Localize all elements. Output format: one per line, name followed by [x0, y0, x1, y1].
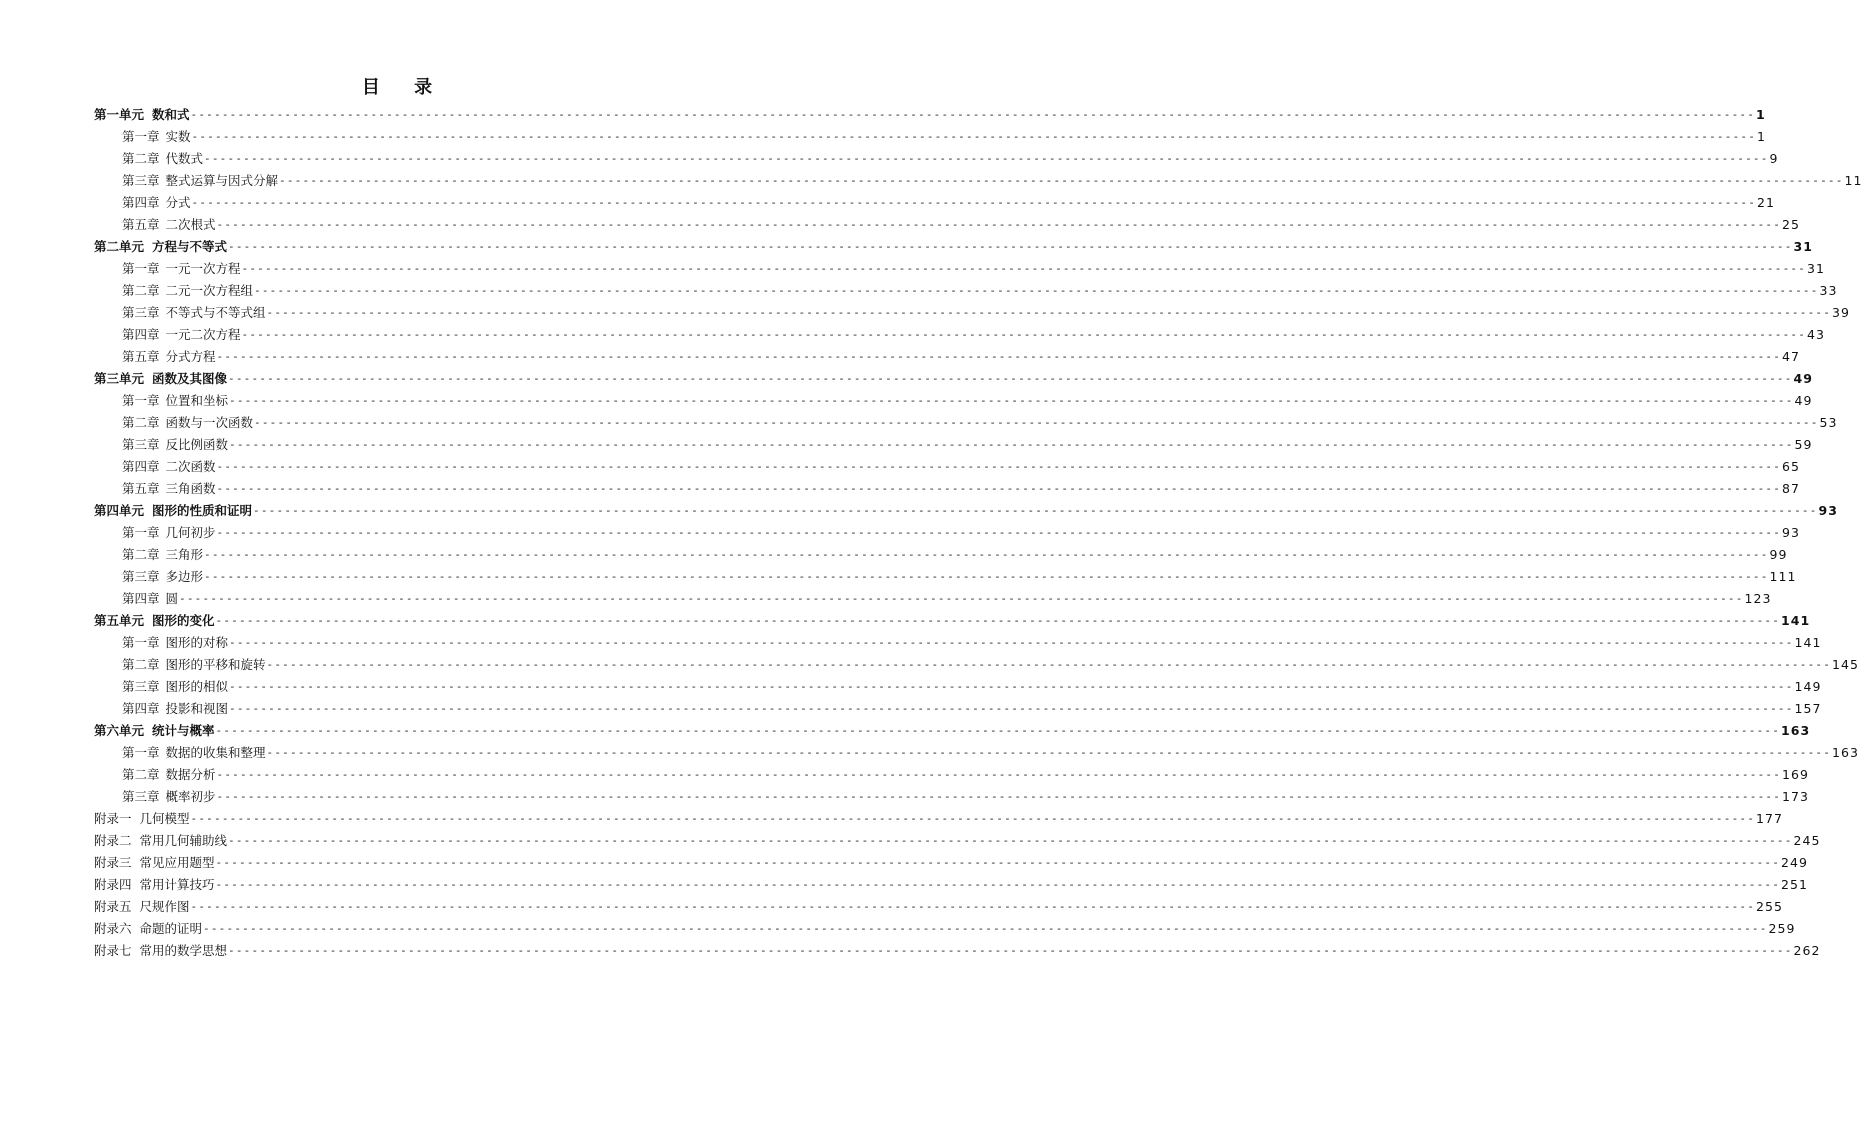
toc-dot-leader: -------------------------------------------------------------------------------------------------------------------------------------------------------------------------------------------------------- — [253, 504, 1818, 517]
toc-entry-title: 数据的收集和整理 — [165, 745, 266, 760]
toc-entry-label — [122, 481, 216, 497]
toc-page-number: 93 — [1782, 525, 1800, 540]
toc-page-number: 1 — [1757, 129, 1766, 144]
toc-entry-label — [122, 415, 253, 431]
toc-entry-title: 分式 — [165, 195, 191, 210]
toc-entry-prefix: 第四章 — [122, 327, 160, 342]
toc-dot-leader: -------------------------------------------------------------------------------------------------------------------------------------------------------------------------------------------------------- — [216, 350, 1782, 363]
toc-dot-leader: -------------------------------------------------------------------------------------------------------------------------------------------------------------------------------------------------------- — [215, 878, 1781, 891]
toc-dot-leader: -------------------------------------------------------------------------------------------------------------------------------------------------------------------------------------------------------- — [190, 812, 1756, 825]
toc-entry-prefix: 第一章 — [122, 635, 160, 650]
toc-entry-prefix: 第四章 — [122, 459, 160, 474]
table-of-contents — [94, 101, 1862, 959]
toc-entry-label — [94, 503, 252, 519]
toc-entry-title: 命题的证明 — [139, 921, 203, 936]
toc-entry-chapter[interactable] — [94, 343, 1800, 365]
toc-dot-leader: -------------------------------------------------------------------------------------------------------------------------------------------------------------------------------------------------------- — [241, 328, 1807, 341]
toc-entry-title: 位置和坐标 — [165, 393, 229, 408]
toc-entry-title: 实数 — [165, 129, 191, 144]
toc-entry-title: 常见应用题型 — [139, 855, 215, 870]
toc-entry-prefix: 第三章 — [122, 305, 160, 320]
toc-entry-chapter[interactable] — [94, 783, 1809, 805]
toc-dot-leader: -------------------------------------------------------------------------------------------------------------------------------------------------------------------------------------------------------- — [228, 372, 1793, 385]
toc-entry-prefix: 附录一 — [94, 811, 132, 826]
toc-entry-chapter[interactable] — [94, 673, 1822, 695]
toc-page-number: 251 — [1781, 877, 1808, 892]
toc-entry-chapter[interactable] — [94, 255, 1825, 277]
toc-page-number: 163 — [1832, 745, 1859, 760]
toc-entry-prefix: 第二章 — [122, 283, 160, 298]
toc-entry-prefix: 附录三 — [94, 855, 132, 870]
toc-entry-chapter[interactable] — [94, 299, 1850, 321]
toc-entry-chapter[interactable] — [94, 695, 1822, 717]
toc-entry-label — [122, 195, 191, 211]
toc-dot-leader: -------------------------------------------------------------------------------------------------------------------------------------------------------------------------------------------------------- — [204, 152, 1769, 165]
toc-page-number: 31 — [1807, 261, 1825, 276]
toc-dot-leader: -------------------------------------------------------------------------------------------------------------------------------------------------------------------------------------------------------- — [204, 570, 1769, 583]
toc-entry-title: 常用的数学思想 — [139, 943, 228, 958]
toc-dot-leader: -------------------------------------------------------------------------------------------------------------------------------------------------------------------------------------------------------- — [215, 724, 1781, 737]
toc-entry-title: 方程与不等式 — [152, 239, 228, 254]
toc-entry-prefix: 第一章 — [122, 525, 160, 540]
toc-page-number: 11 — [1844, 173, 1862, 188]
toc-entry-title: 二元一次方程组 — [165, 283, 254, 298]
toc-page-number: 21 — [1757, 195, 1775, 210]
toc-page-number: 259 — [1768, 921, 1796, 936]
toc-dot-leader: -------------------------------------------------------------------------------------------------------------------------------------------------------------------------------------------------------- — [266, 306, 1832, 319]
toc-dot-leader: -------------------------------------------------------------------------------------------------------------------------------------------------------------------------------------------------------- — [203, 922, 1768, 935]
toc-entry-label — [94, 833, 227, 849]
toc-dot-leader: -------------------------------------------------------------------------------------------------------------------------------------------------------------------------------------------------------- — [229, 680, 1794, 693]
toc-page-number: 59 — [1794, 437, 1813, 452]
toc-entry-unit[interactable] — [94, 233, 1813, 255]
toc-entry-label — [122, 547, 203, 563]
toc-entry-label — [122, 701, 228, 717]
toc-page-number: 141 — [1781, 613, 1811, 628]
toc-dot-leader: -------------------------------------------------------------------------------------------------------------------------------------------------------------------------------------------------------- — [228, 240, 1793, 253]
toc-entry-label — [122, 591, 178, 607]
toc-dot-leader: -------------------------------------------------------------------------------------------------------------------------------------------------------------------------------------------------------- — [216, 526, 1782, 539]
toc-entry-prefix: 附录二 — [94, 833, 132, 848]
toc-entry-title: 代数式 — [165, 151, 204, 166]
toc-entry-label — [122, 657, 266, 673]
toc-entry-label — [122, 283, 253, 299]
toc-entry-title: 数和式 — [152, 107, 190, 122]
toc-entry-title: 概率初步 — [165, 789, 216, 804]
toc-entry-title: 常用计算技巧 — [139, 877, 215, 892]
toc-entry-label — [122, 525, 216, 541]
toc-entry-title: 几何模型 — [139, 811, 190, 826]
toc-entry-prefix: 第二章 — [122, 547, 160, 562]
toc-page-number: 157 — [1794, 701, 1822, 716]
toc-entry-chapter[interactable] — [94, 123, 1766, 145]
toc-entry-label — [122, 767, 216, 783]
toc-entry-prefix: 第六单元 — [94, 723, 145, 738]
toc-dot-leader: -------------------------------------------------------------------------------------------------------------------------------------------------------------------------------------------------------- — [229, 636, 1794, 649]
toc-entry-title: 三角函数 — [165, 481, 216, 496]
toc-dot-leader: -------------------------------------------------------------------------------------------------------------------------------------------------------------------------------------------------------- — [179, 592, 1744, 605]
toc-entry-label — [122, 151, 203, 167]
toc-entry-chapter[interactable] — [94, 167, 1862, 189]
toc-entry-title: 三角形 — [165, 547, 204, 562]
toc-dot-leader: -------------------------------------------------------------------------------------------------------------------------------------------------------------------------------------------------------- — [279, 174, 1844, 187]
toc-entry-title: 一元二次方程 — [165, 327, 241, 342]
toc-dot-leader: -------------------------------------------------------------------------------------------------------------------------------------------------------------------------------------------------------- — [215, 856, 1781, 869]
toc-entry-chapter[interactable] — [94, 629, 1822, 651]
toc-entry-label — [94, 371, 227, 387]
toc-entry-prefix: 附录七 — [94, 943, 132, 958]
toc-page-number: 255 — [1756, 899, 1783, 914]
toc-entry-label — [122, 327, 241, 343]
toc-entry-chapter[interactable] — [94, 277, 1838, 299]
toc-entry-title: 数据分析 — [165, 767, 216, 782]
toc-dot-leader: -------------------------------------------------------------------------------------------------------------------------------------------------------------------------------------------------------- — [228, 944, 1793, 957]
toc-entry-prefix: 第一章 — [122, 393, 160, 408]
toc-entry-appendix[interactable] — [94, 827, 1821, 849]
toc-dot-leader: -------------------------------------------------------------------------------------------------------------------------------------------------------------------------------------------------------- — [191, 130, 1757, 143]
toc-entry-prefix: 第四章 — [122, 591, 160, 606]
toc-entry-prefix: 第二章 — [122, 767, 160, 782]
toc-entry-title: 图形的性质和证明 — [152, 503, 253, 518]
toc-page-number: 123 — [1744, 591, 1772, 606]
toc-entry-label — [122, 789, 216, 805]
toc-dot-leader: -------------------------------------------------------------------------------------------------------------------------------------------------------------------------------------------------------- — [254, 416, 1819, 429]
toc-entry-appendix[interactable] — [94, 805, 1783, 827]
toc-entry-label — [94, 239, 227, 255]
toc-dot-leader: -------------------------------------------------------------------------------------------------------------------------------------------------------------------------------------------------------- — [216, 460, 1782, 473]
toc-entry-label — [94, 107, 190, 123]
toc-page-number: 1 — [1756, 107, 1766, 122]
toc-entry-label — [122, 217, 216, 233]
toc-entry-title: 图形的对称 — [165, 635, 229, 650]
toc-entry-label — [94, 613, 215, 629]
toc-entry-prefix: 附录四 — [94, 877, 132, 892]
toc-entry-chapter[interactable] — [94, 541, 1788, 563]
toc-entry-label — [122, 569, 203, 585]
toc-entry-label — [94, 723, 215, 739]
toc-page-number: 249 — [1781, 855, 1808, 870]
toc-entry-title: 二次根式 — [165, 217, 216, 232]
toc-dot-leader: -------------------------------------------------------------------------------------------------------------------------------------------------------------------------------------------------------- — [216, 218, 1782, 231]
toc-entry-title: 二次函数 — [165, 459, 216, 474]
toc-entry-appendix[interactable] — [94, 915, 1796, 937]
toc-dot-leader: -------------------------------------------------------------------------------------------------------------------------------------------------------------------------------------------------------- — [241, 262, 1807, 275]
toc-page-number: 33 — [1819, 283, 1838, 298]
toc-entry-chapter[interactable] — [94, 761, 1809, 783]
toc-page-number: 39 — [1832, 305, 1850, 320]
toc-entry-prefix: 第三章 — [122, 569, 160, 584]
toc-entry-unit[interactable] — [94, 717, 1811, 739]
toc-dot-leader: -------------------------------------------------------------------------------------------------------------------------------------------------------------------------------------------------------- — [191, 196, 1757, 209]
toc-entry-prefix: 第五单元 — [94, 613, 145, 628]
toc-dot-leader: -------------------------------------------------------------------------------------------------------------------------------------------------------------------------------------------------------- — [229, 394, 1794, 407]
toc-entry-prefix: 第四章 — [122, 701, 160, 716]
toc-dot-leader: -------------------------------------------------------------------------------------------------------------------------------------------------------------------------------------------------------- — [204, 548, 1769, 561]
toc-page-number: 111 — [1769, 569, 1797, 584]
toc-entry-prefix: 第四章 — [122, 195, 160, 210]
toc-page-number: 87 — [1782, 481, 1800, 496]
toc-entry-label — [122, 459, 216, 475]
toc-page-number: 145 — [1832, 657, 1859, 672]
page-title: 目 录 — [361, 77, 447, 98]
toc-entry-title: 统计与概率 — [152, 723, 215, 738]
toc-entry-prefix: 第三章 — [122, 437, 160, 452]
toc-entry-label — [122, 437, 228, 453]
toc-entry-prefix: 第四单元 — [94, 503, 145, 518]
toc-dot-leader: -------------------------------------------------------------------------------------------------------------------------------------------------------------------------------------------------------- — [190, 900, 1756, 913]
toc-dot-leader: -------------------------------------------------------------------------------------------------------------------------------------------------------------------------------------------------------- — [228, 834, 1793, 847]
toc-entry-label — [94, 899, 190, 915]
toc-dot-leader: -------------------------------------------------------------------------------------------------------------------------------------------------------------------------------------------------------- — [216, 768, 1782, 781]
toc-entry-title: 图形的变化 — [152, 613, 215, 628]
toc-entry-title: 图形的相似 — [165, 679, 229, 694]
toc-entry-unit[interactable] — [94, 607, 1811, 629]
toc-entry-title: 不等式与不等式组 — [165, 305, 266, 320]
toc-entry-chapter[interactable] — [94, 651, 1859, 673]
toc-entry-label — [94, 811, 190, 827]
toc-entry-chapter[interactable] — [94, 739, 1859, 761]
toc-entry-chapter[interactable] — [94, 189, 1775, 211]
toc-entry-label — [94, 855, 215, 871]
toc-entry-title: 几何初步 — [165, 525, 216, 540]
toc-entry-chapter[interactable] — [94, 475, 1800, 497]
toc-page-number: 9 — [1769, 151, 1779, 166]
toc-entry-prefix: 第三章 — [122, 789, 160, 804]
toc-entry-prefix: 第三章 — [122, 679, 160, 694]
toc-page-number: 43 — [1807, 327, 1825, 342]
toc-entry-label — [122, 349, 216, 365]
toc-page-number: 262 — [1793, 943, 1821, 958]
toc-entry-prefix: 第二章 — [122, 657, 160, 672]
toc-entry-title: 整式运算与因式分解 — [165, 173, 279, 188]
toc-entry-prefix: 第二单元 — [94, 239, 145, 254]
toc-entry-prefix: 第五章 — [122, 481, 160, 496]
toc-entry-label — [94, 877, 215, 893]
toc-entry-chapter[interactable] — [94, 519, 1800, 541]
toc-entry-chapter[interactable] — [94, 431, 1813, 453]
toc-entry-appendix[interactable] — [94, 893, 1783, 915]
toc-entry-title: 一元一次方程 — [165, 261, 241, 276]
toc-entry-title: 分式方程 — [165, 349, 216, 364]
toc-entry-label — [122, 635, 228, 651]
toc-entry-label — [122, 129, 191, 145]
toc-page-number: 177 — [1756, 811, 1783, 826]
toc-dot-leader: -------------------------------------------------------------------------------------------------------------------------------------------------------------------------------------------------------- — [229, 438, 1794, 451]
toc-entry-label — [122, 173, 278, 189]
toc-dot-leader: -------------------------------------------------------------------------------------------------------------------------------------------------------------------------------------------------------- — [216, 482, 1782, 495]
toc-entry-prefix: 第三单元 — [94, 371, 145, 386]
toc-page-number: 49 — [1794, 393, 1813, 408]
toc-dot-leader: -------------------------------------------------------------------------------------------------------------------------------------------------------------------------------------------------------- — [216, 790, 1782, 803]
toc-page-number: 99 — [1769, 547, 1788, 562]
toc-page-number: 53 — [1819, 415, 1838, 430]
toc-entry-prefix: 第五章 — [122, 349, 160, 364]
toc-entry-unit[interactable] — [94, 101, 1766, 123]
toc-entry-label — [122, 305, 266, 321]
toc-entry-prefix: 第一章 — [122, 261, 160, 276]
toc-entry-label — [122, 745, 266, 761]
toc-entry-title: 投影和视图 — [165, 701, 229, 716]
toc-entry-prefix: 第三章 — [122, 173, 160, 188]
toc-entry-title: 函数与一次函数 — [165, 415, 254, 430]
toc-entry-unit[interactable] — [94, 497, 1838, 519]
toc-entry-title: 图形的平移和旋转 — [165, 657, 266, 672]
toc-entry-label — [122, 679, 228, 695]
toc-page-number: 49 — [1793, 371, 1813, 386]
toc-entry-chapter[interactable] — [94, 387, 1813, 409]
toc-entry-appendix[interactable] — [94, 871, 1808, 893]
toc-entry-label — [94, 921, 202, 937]
toc-page-number: 169 — [1782, 767, 1809, 782]
toc-entry-chapter[interactable] — [94, 321, 1825, 343]
toc-entry-label — [122, 261, 241, 277]
toc-entry-prefix: 附录六 — [94, 921, 132, 936]
toc-page-number: 31 — [1793, 239, 1813, 254]
toc-entry-prefix: 第一章 — [122, 129, 160, 144]
toc-page-number: 141 — [1794, 635, 1822, 650]
toc-entry-prefix: 第一章 — [122, 745, 160, 760]
toc-entry-title: 反比例函数 — [165, 437, 229, 452]
toc-entry-appendix[interactable] — [94, 849, 1808, 871]
toc-page-number: 245 — [1793, 833, 1821, 848]
toc-entry-prefix: 第一单元 — [94, 107, 145, 122]
toc-dot-leader: -------------------------------------------------------------------------------------------------------------------------------------------------------------------------------------------------------- — [254, 284, 1819, 297]
toc-entry-title: 多边形 — [165, 569, 204, 584]
toc-dot-leader: -------------------------------------------------------------------------------------------------------------------------------------------------------------------------------------------------------- — [215, 614, 1781, 627]
toc-dot-leader: -------------------------------------------------------------------------------------------------------------------------------------------------------------------------------------------------------- — [229, 702, 1794, 715]
toc-page-number: 173 — [1782, 789, 1809, 804]
toc-dot-leader: -------------------------------------------------------------------------------------------------------------------------------------------------------------------------------------------------------- — [266, 658, 1832, 671]
toc-entry-title: 圆 — [165, 591, 179, 606]
toc-page-number: 93 — [1818, 503, 1838, 518]
toc-page-number: 25 — [1782, 217, 1800, 232]
toc-entry-chapter[interactable] — [94, 409, 1838, 431]
toc-entry-label — [122, 393, 228, 409]
toc-dot-leader: -------------------------------------------------------------------------------------------------------------------------------------------------------------------------------------------------------- — [190, 108, 1756, 121]
toc-entry-prefix: 第二章 — [122, 415, 160, 430]
toc-entry-chapter[interactable] — [94, 145, 1779, 167]
toc-entry-appendix[interactable] — [94, 937, 1821, 959]
toc-entry-title: 函数及其图像 — [152, 371, 228, 386]
toc-page-number: 163 — [1781, 723, 1811, 738]
toc-entry-title: 尺规作图 — [139, 899, 190, 914]
toc-entry-chapter[interactable] — [94, 585, 1772, 607]
toc-entry-prefix: 第五章 — [122, 217, 160, 232]
toc-entry-chapter[interactable] — [94, 563, 1797, 585]
toc-entry-label — [94, 943, 227, 959]
toc-entry-chapter[interactable] — [94, 453, 1800, 475]
toc-entry-title: 常用几何辅助线 — [139, 833, 228, 848]
toc-entry-prefix: 第二章 — [122, 151, 160, 166]
toc-entry-unit[interactable] — [94, 365, 1813, 387]
toc-page-number: 47 — [1782, 349, 1800, 364]
toc-page-number: 65 — [1782, 459, 1800, 474]
toc-entry-chapter[interactable] — [94, 211, 1800, 233]
toc-entry-prefix: 附录五 — [94, 899, 132, 914]
toc-page-number: 149 — [1794, 679, 1822, 694]
toc-dot-leader: -------------------------------------------------------------------------------------------------------------------------------------------------------------------------------------------------------- — [266, 746, 1832, 759]
